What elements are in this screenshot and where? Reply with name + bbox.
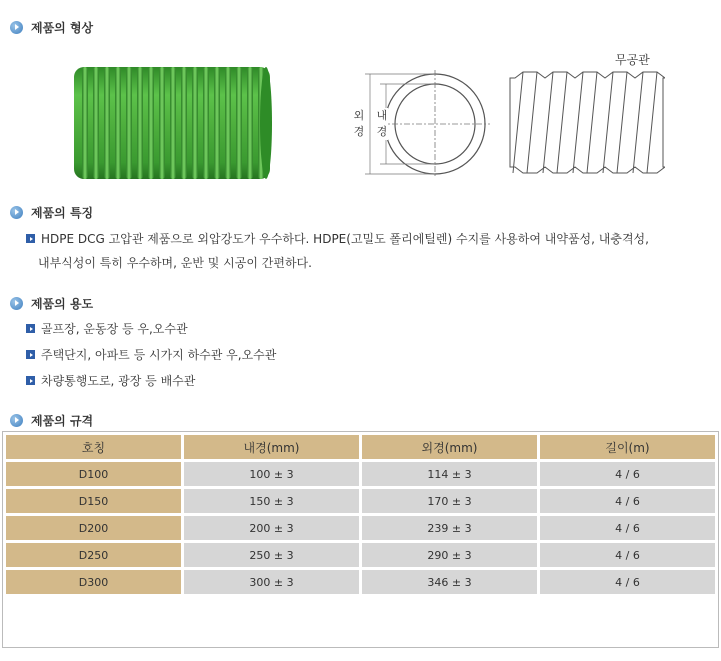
table-cell: 4 / 6: [540, 516, 715, 540]
table-row: [6, 489, 715, 513]
pipe-rib: [115, 67, 121, 179]
table-cell: 239 ± 3: [362, 516, 537, 540]
pipe-rib: [225, 67, 231, 179]
usage-item: 차량통행도로, 광장 등 배수관: [26, 372, 195, 389]
arrow-square-icon: [26, 234, 35, 243]
arrow-circle-icon: [10, 21, 23, 34]
feature-line-1: HDPE DCG 고압관 제품으로 외압강도가 우수하다. HDPE(고밀도 폴리에틸렌) 수지를 사용하여 내약품성, 내충격성,: [26, 230, 649, 247]
cross-section-diagram: [340, 68, 510, 180]
outer-diameter-label: 외 경: [353, 109, 365, 138]
table-cell: 200 ± 3: [184, 516, 359, 540]
section-title-feature: [10, 203, 93, 221]
table-cell: D300: [6, 570, 181, 594]
pipe-rib: [236, 67, 242, 179]
table-row: [6, 516, 715, 540]
pipe-rib: [126, 67, 132, 179]
header-cell: 호칭: [6, 435, 181, 459]
table-cell: 100 ± 3: [184, 462, 359, 486]
table-cell: 150 ± 3: [184, 489, 359, 513]
table-cell: 250 ± 3: [184, 543, 359, 567]
spec-table: [2, 431, 719, 648]
table-cell: 346 ± 3: [362, 570, 537, 594]
pipe-rib: [247, 67, 253, 179]
pipe-rib: [214, 67, 220, 179]
table-cell: 114 ± 3: [362, 462, 537, 486]
table-cell: 290 ± 3: [362, 543, 537, 567]
table-cell: D250: [6, 543, 181, 567]
pipe-rib: [203, 67, 209, 179]
section-title-text: 제품의 용도: [31, 296, 94, 311]
feature-line-2: 내부식성이 특히 우수하며, 운반 및 시공이 간편하다.: [38, 256, 312, 270]
header-cell: 내경(mm): [184, 435, 359, 459]
section-title-text: 제품의 형상: [31, 20, 94, 35]
inner-diameter-label: 내 경: [376, 109, 388, 138]
section-title-text: 제품의 특징: [31, 205, 94, 220]
table-cell: D100: [6, 462, 181, 486]
pipe-rib: [170, 67, 176, 179]
pipe-rib: [137, 67, 143, 179]
table-cell: 4 / 6: [540, 543, 715, 567]
pipe-rib: [93, 67, 99, 179]
usage-item: 골프장, 운동장 등 우,오수관: [26, 320, 188, 337]
green-pipe-image: [70, 63, 275, 183]
arrow-circle-icon: [10, 297, 23, 310]
table-row: [6, 462, 715, 486]
arrow-circle-icon: [10, 414, 23, 427]
pipe-rib: [181, 67, 187, 179]
section-title-usage: [10, 294, 93, 312]
table-cell: 4 / 6: [540, 570, 715, 594]
pipe-rib: [82, 67, 88, 179]
table-header-row: [6, 435, 715, 459]
side-view-caption: 무공관: [615, 53, 650, 67]
arrow-circle-icon: [10, 206, 23, 219]
pipe-rib: [192, 67, 198, 179]
arrow-square-icon: [26, 324, 35, 333]
header-cell: 외경(mm): [362, 435, 537, 459]
usage-item: 주택단지, 아파트 등 시가지 하수관 우,오수관: [26, 346, 276, 363]
table-row: [6, 570, 715, 594]
table-cell: 4 / 6: [540, 462, 715, 486]
section-title-spec: [10, 411, 93, 429]
pipe-rib: [148, 67, 154, 179]
arrow-square-icon: [26, 350, 35, 359]
pipe-rib: [159, 67, 165, 179]
table-cell: D150: [6, 489, 181, 513]
section-title-text: 제품의 규격: [31, 413, 94, 428]
side-view-diagram: [505, 70, 665, 175]
section-title-shape: [10, 18, 93, 36]
table-row: [6, 543, 715, 567]
table-cell: 300 ± 3: [184, 570, 359, 594]
table-cell: 4 / 6: [540, 489, 715, 513]
arrow-square-icon: [26, 376, 35, 385]
table-cell: D200: [6, 516, 181, 540]
table-cell: 170 ± 3: [362, 489, 537, 513]
pipe-rib: [104, 67, 110, 179]
header-cell: 길이(m): [540, 435, 715, 459]
